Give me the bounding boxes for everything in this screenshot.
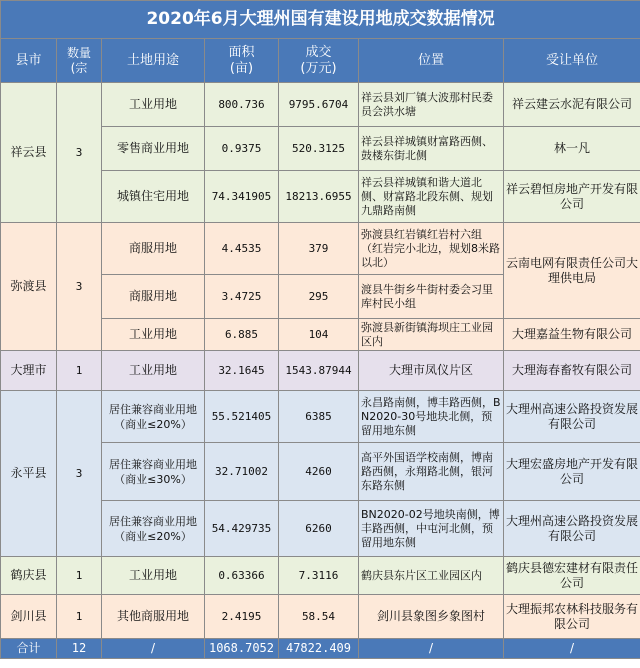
count-cell: 3 bbox=[57, 391, 102, 557]
use-cell: 居住兼容商业用地（商业≤30%） bbox=[102, 443, 205, 501]
location-cell: 剑川县象图乡象图村 bbox=[359, 595, 504, 639]
count-cell: 3 bbox=[57, 223, 102, 351]
area-cell: 2.4195 bbox=[205, 595, 279, 639]
area-cell: 54.429735 bbox=[205, 501, 279, 557]
buyer-cell: 大理州高速公路投资发展有限公司 bbox=[504, 391, 640, 443]
location-cell: 弥渡县红岩镇红岩村六组（红岩完小北边，规划8米路以北） bbox=[359, 223, 504, 275]
use-cell: 居住兼容商业用地（商业≤20%） bbox=[102, 501, 205, 557]
area-cell: 0.63366 bbox=[205, 557, 279, 595]
buyer-cell: 大理振邦农林科技服务有限公司 bbox=[504, 595, 640, 639]
deal-cell: 6385 bbox=[279, 391, 359, 443]
location-cell: BN2020-02号地块南侧，博丰路西侧，中屯河北侧，预留用地东侧 bbox=[359, 501, 504, 557]
area-cell: 3.4725 bbox=[205, 275, 279, 319]
total-use: / bbox=[102, 639, 205, 659]
area-cell: 800.736 bbox=[205, 83, 279, 127]
total-row bbox=[1, 639, 640, 659]
deal-cell: 18213.6955 bbox=[279, 171, 359, 223]
location-cell: 祥云县祥城镇和谐大道北侧、财富路北段东侧、规划九鼎路南侧 bbox=[359, 171, 504, 223]
use-cell: 工业用地 bbox=[102, 351, 205, 391]
table-row bbox=[1, 391, 640, 443]
buyer-cell: 大理州高速公路投资发展有限公司 bbox=[504, 501, 640, 557]
county-cell: 剑川县 bbox=[1, 595, 57, 639]
header-location: 位置 bbox=[359, 39, 504, 83]
deal-cell: 6260 bbox=[279, 501, 359, 557]
area-cell: 55.521405 bbox=[205, 391, 279, 443]
header-deal: 成交 (万元) bbox=[279, 39, 359, 83]
total-label: 合计 bbox=[1, 639, 57, 659]
buyer-cell: 林一凡 bbox=[504, 127, 640, 171]
use-cell: 工业用地 bbox=[102, 557, 205, 595]
area-cell: 6.885 bbox=[205, 319, 279, 351]
location-cell: 永昌路南侧，博丰路西侧，BN2020-30号地块北侧，预留用地东侧 bbox=[359, 391, 504, 443]
table-row bbox=[1, 351, 640, 391]
header-county: 县市 bbox=[1, 39, 57, 83]
use-cell: 零售商业用地 bbox=[102, 127, 205, 171]
buyer-cell: 鹤庆县德宏建材有限责任公司 bbox=[504, 557, 640, 595]
table-row bbox=[1, 223, 640, 275]
table-title: 2020年6月大理州国有建设用地成交数据情况 bbox=[1, 1, 640, 39]
header-area: 面积 (亩) bbox=[205, 39, 279, 83]
county-cell: 永平县 bbox=[1, 391, 57, 557]
deal-cell: 4260 bbox=[279, 443, 359, 501]
buyer-cell: 祥云建云水泥有限公司 bbox=[504, 83, 640, 127]
use-cell: 商服用地 bbox=[102, 223, 205, 275]
deal-cell: 7.3116 bbox=[279, 557, 359, 595]
location-cell: 大理市凤仪片区 bbox=[359, 351, 504, 391]
area-cell: 32.1645 bbox=[205, 351, 279, 391]
deal-cell: 9795.6704 bbox=[279, 83, 359, 127]
header-buyer: 受让单位 bbox=[504, 39, 640, 83]
use-cell: 城镇住宅用地 bbox=[102, 171, 205, 223]
use-cell: 工业用地 bbox=[102, 83, 205, 127]
table-row bbox=[1, 557, 640, 595]
location-cell: 高平外国语学校南侧，博南路西侧，永翔路北侧，银河东路东侧 bbox=[359, 443, 504, 501]
total-buyer: / bbox=[504, 639, 640, 659]
buyer-cell: 大理嘉益生物有限公司 bbox=[504, 319, 640, 351]
count-cell: 1 bbox=[57, 557, 102, 595]
deal-cell: 104 bbox=[279, 319, 359, 351]
deal-cell: 58.54 bbox=[279, 595, 359, 639]
buyer-cell: 云南电网有限责任公司大理供电局 bbox=[504, 223, 640, 319]
buyer-cell: 大理宏盛房地产开发有限公司 bbox=[504, 443, 640, 501]
location-cell: 祥云县刘厂镇大波那村民委员会洪水塘 bbox=[359, 83, 504, 127]
total-deal: 47822.409 bbox=[279, 639, 359, 659]
use-cell: 居住兼容商业用地（商业≤20%） bbox=[102, 391, 205, 443]
deal-cell: 1543.87944 bbox=[279, 351, 359, 391]
total-location: / bbox=[359, 639, 504, 659]
area-cell: 0.9375 bbox=[205, 127, 279, 171]
header-count: 数量 (宗 bbox=[57, 39, 102, 83]
buyer-cell: 大理海春畜牧有限公司 bbox=[504, 351, 640, 391]
table-row bbox=[1, 83, 640, 127]
count-cell: 3 bbox=[57, 83, 102, 223]
county-cell: 弥渡县 bbox=[1, 223, 57, 351]
area-cell: 4.4535 bbox=[205, 223, 279, 275]
county-cell: 鹤庆县 bbox=[1, 557, 57, 595]
total-area: 1068.7052 bbox=[205, 639, 279, 659]
count-cell: 1 bbox=[57, 595, 102, 639]
area-cell: 74.341905 bbox=[205, 171, 279, 223]
deal-cell: 520.3125 bbox=[279, 127, 359, 171]
total-count: 12 bbox=[57, 639, 102, 659]
location-cell: 渡县牛街乡牛街村委会习里库村民小组 bbox=[359, 275, 504, 319]
use-cell: 工业用地 bbox=[102, 319, 205, 351]
deal-cell: 379 bbox=[279, 223, 359, 275]
location-cell: 弥渡县新街镇海坝庄工业园区内 bbox=[359, 319, 504, 351]
county-cell: 祥云县 bbox=[1, 83, 57, 223]
county-cell: 大理市 bbox=[1, 351, 57, 391]
count-cell: 1 bbox=[57, 351, 102, 391]
area-cell: 32.71002 bbox=[205, 443, 279, 501]
location-cell: 鹤庆县东片区工业园区内 bbox=[359, 557, 504, 595]
buyer-cell: 祥云碧恒房地产开发有限公司 bbox=[504, 171, 640, 223]
deal-cell: 295 bbox=[279, 275, 359, 319]
use-cell: 其他商服用地 bbox=[102, 595, 205, 639]
location-cell: 祥云县祥城镇财富路西侧、鼓楼东街北侧 bbox=[359, 127, 504, 171]
use-cell: 商服用地 bbox=[102, 275, 205, 319]
table-row bbox=[1, 595, 640, 639]
header-row bbox=[1, 39, 640, 83]
header-use: 土地用途 bbox=[102, 39, 205, 83]
